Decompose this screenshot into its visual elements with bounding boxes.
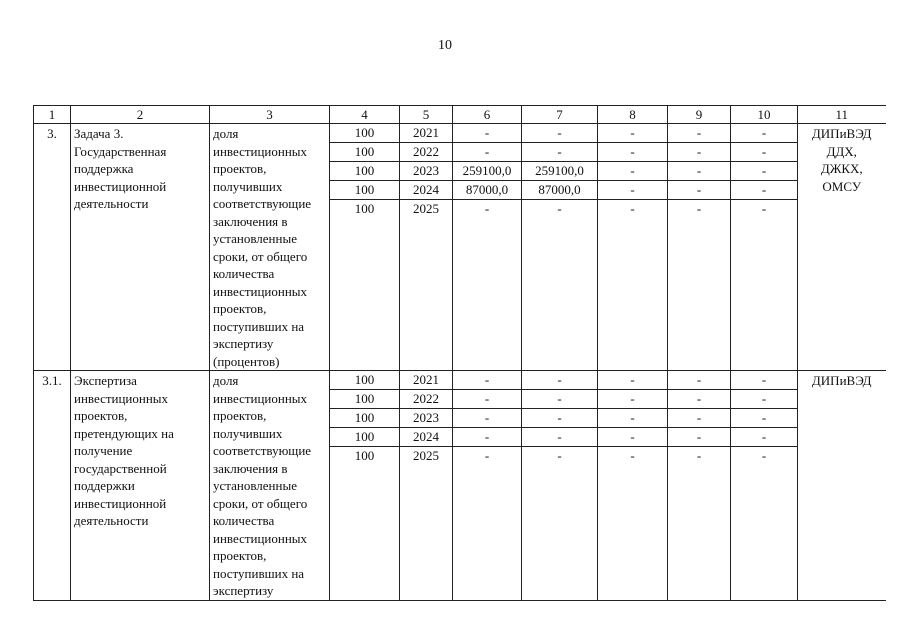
indicator-line: инвестиционных <box>213 283 308 299</box>
indicator-line: поступивших на <box>213 565 305 581</box>
funding-col9: - <box>696 448 702 463</box>
header-cell: 4 <box>330 106 400 124</box>
indicator-line: соответствующие <box>213 196 312 211</box>
page-number: 10 <box>438 38 452 53</box>
task-line: инвестиционных <box>74 390 169 406</box>
target-value: 100 <box>330 371 399 390</box>
indicator-line: (процентов) <box>213 353 280 369</box>
year: 2023 <box>400 409 452 428</box>
funding-col7-column <box>522 371 598 601</box>
funding-col7: - <box>557 448 562 463</box>
year: 2023 <box>400 162 452 181</box>
funding-col7: 87000,0 <box>522 181 597 200</box>
task-line: проектов, <box>74 408 128 423</box>
indicator-line: проектов, <box>213 548 267 563</box>
responsible-line: ДИПиВЭД <box>811 126 872 141</box>
row-number: 3. <box>34 124 71 371</box>
funding-col9: - <box>668 124 730 143</box>
funding-col10: - <box>731 409 797 428</box>
indicator-line: количества <box>213 266 275 281</box>
funding-col6: 259100,0 <box>453 162 521 181</box>
task-line: инвестиционной <box>74 178 167 194</box>
task-line: претендующих на <box>74 425 174 441</box>
target-value: 100 <box>354 448 375 463</box>
funding-col9: - <box>668 181 730 200</box>
year: 2024 <box>400 181 452 200</box>
table-row <box>34 371 886 601</box>
indicator-line: проектов, <box>213 301 267 316</box>
header-cell: 10 <box>731 106 798 124</box>
funding-col8-column <box>598 371 668 601</box>
target-value: 100 <box>330 390 399 409</box>
task-line: поддержка <box>74 161 134 176</box>
target-value: 100 <box>330 124 399 143</box>
indicator-cell <box>210 124 330 371</box>
table-row <box>34 124 886 371</box>
indicator-cell <box>210 371 330 601</box>
funding-col9: - <box>668 371 730 390</box>
funding-col8: - <box>598 143 667 162</box>
funding-col8: - <box>630 448 635 463</box>
task-line: Экспертиза <box>74 373 137 388</box>
funding-col7: - <box>522 371 597 390</box>
responsible-cell <box>798 124 886 371</box>
funding-col9-column <box>668 371 731 601</box>
indicator-line: доля <box>213 373 239 388</box>
responsible-line: ДДХ, <box>826 143 857 159</box>
target-value: 100 <box>330 409 399 428</box>
funding-col10: - <box>761 448 767 463</box>
responsible-line: ДИПиВЭД <box>811 373 872 388</box>
indicator-line: установленные <box>213 231 297 246</box>
header-cell: 5 <box>400 106 453 124</box>
funding-col10-column <box>731 371 798 601</box>
funding-col7: 259100,0 <box>522 162 597 181</box>
year: 2021 <box>400 371 452 390</box>
funding-col8: - <box>598 409 667 428</box>
target-value: 100 <box>330 162 399 181</box>
plan-table <box>33 105 886 601</box>
header-cell: 11 <box>798 106 886 124</box>
task-line: инвестиционной <box>74 495 167 511</box>
year-column <box>400 371 453 601</box>
header-cell: 9 <box>668 106 731 124</box>
funding-col9: - <box>696 201 702 216</box>
target-value-column <box>330 124 400 371</box>
task-cell <box>71 124 210 371</box>
funding-col8-column <box>598 124 668 371</box>
indicator-line: получивших <box>213 178 283 194</box>
funding-col9: - <box>668 162 730 181</box>
header-cell: 6 <box>453 106 522 124</box>
funding-col10: - <box>731 428 797 447</box>
funding-col6-column <box>453 371 522 601</box>
funding-col8: - <box>630 201 635 216</box>
funding-col8: - <box>598 390 667 409</box>
indicator-line: количества <box>213 513 275 528</box>
indicator-line: поступивших на <box>213 318 305 334</box>
task-line: Задача 3. <box>74 126 124 141</box>
task-line: государственной <box>74 460 167 476</box>
indicator-line: сроки, от общего <box>213 495 308 511</box>
funding-col6: - <box>453 143 521 162</box>
task-line: деятельности <box>74 196 149 211</box>
funding-col8: - <box>598 124 667 143</box>
funding-col9: - <box>668 143 730 162</box>
indicator-line: проектов, <box>213 408 267 423</box>
funding-col10-column <box>731 124 798 371</box>
indicator-line: проектов, <box>213 161 267 176</box>
indicator-line: экспертизу <box>213 583 274 598</box>
funding-col10: - <box>731 162 797 181</box>
indicator-line: сроки, от общего <box>213 248 308 264</box>
target-value: 100 <box>330 428 399 447</box>
target-value-column <box>330 371 400 601</box>
funding-col8: - <box>598 181 667 200</box>
funding-col9: - <box>668 390 730 409</box>
funding-col6: 87000,0 <box>453 181 521 200</box>
task-line: получение <box>74 443 133 458</box>
funding-col6: - <box>453 390 521 409</box>
funding-col8: - <box>598 162 667 181</box>
indicator-line: инвестиционных <box>213 143 308 159</box>
funding-col10: - <box>761 201 767 216</box>
header-cell: 8 <box>598 106 668 124</box>
funding-col6: - <box>453 371 521 390</box>
indicator-line: заключения в <box>213 213 288 229</box>
header-cell: 7 <box>522 106 598 124</box>
header-row <box>34 106 886 124</box>
funding-col7: - <box>557 201 562 216</box>
indicator-line: инвестиционных <box>213 390 308 406</box>
header-cell: 2 <box>71 106 210 124</box>
funding-col7: - <box>522 428 597 447</box>
indicator-line: заключения в <box>213 460 288 476</box>
indicator-line: доля <box>213 126 239 141</box>
funding-col10: - <box>731 124 797 143</box>
responsible-line: ОМСУ <box>822 178 862 194</box>
funding-col7: - <box>522 143 597 162</box>
year-column <box>400 124 453 371</box>
funding-col7-column <box>522 124 598 371</box>
funding-col10: - <box>731 371 797 390</box>
funding-col6: - <box>484 201 490 216</box>
funding-col10: - <box>731 143 797 162</box>
responsible-cell <box>798 371 886 601</box>
funding-col9: - <box>668 428 730 447</box>
responsible-line: ДЖКХ, <box>820 161 863 176</box>
funding-col6: - <box>453 409 521 428</box>
task-line: поддержки <box>74 478 135 493</box>
funding-col6: - <box>484 448 490 463</box>
funding-col8: - <box>598 428 667 447</box>
task-cell <box>71 371 210 601</box>
funding-col6: - <box>453 428 521 447</box>
funding-col6: - <box>453 124 521 143</box>
funding-col9-column <box>668 124 731 371</box>
year: 2022 <box>400 390 452 409</box>
year: 2025 <box>413 201 439 216</box>
funding-col7: - <box>522 409 597 428</box>
task-line: Государственная <box>74 143 167 159</box>
header-cell: 3 <box>210 106 330 124</box>
row-number: 3.1. <box>34 371 71 601</box>
funding-col9: - <box>668 409 730 428</box>
target-value: 100 <box>330 181 399 200</box>
year: 2024 <box>400 428 452 447</box>
funding-col10: - <box>731 181 797 200</box>
year: 2021 <box>400 124 452 143</box>
funding-col6-column <box>453 124 522 371</box>
funding-col7: - <box>522 124 597 143</box>
year: 2022 <box>400 143 452 162</box>
funding-col7: - <box>522 390 597 409</box>
header-cell: 1 <box>34 106 71 124</box>
year: 2025 <box>413 448 439 463</box>
target-value: 100 <box>354 201 375 216</box>
indicator-line: получивших <box>213 425 283 441</box>
funding-col10: - <box>731 390 797 409</box>
target-value: 100 <box>330 143 399 162</box>
indicator-line: установленные <box>213 478 297 493</box>
task-line: деятельности <box>74 513 149 528</box>
funding-col8: - <box>598 371 667 390</box>
indicator-line: инвестиционных <box>213 530 308 546</box>
indicator-line: экспертизу <box>213 336 274 351</box>
indicator-line: соответствующие <box>213 443 312 458</box>
